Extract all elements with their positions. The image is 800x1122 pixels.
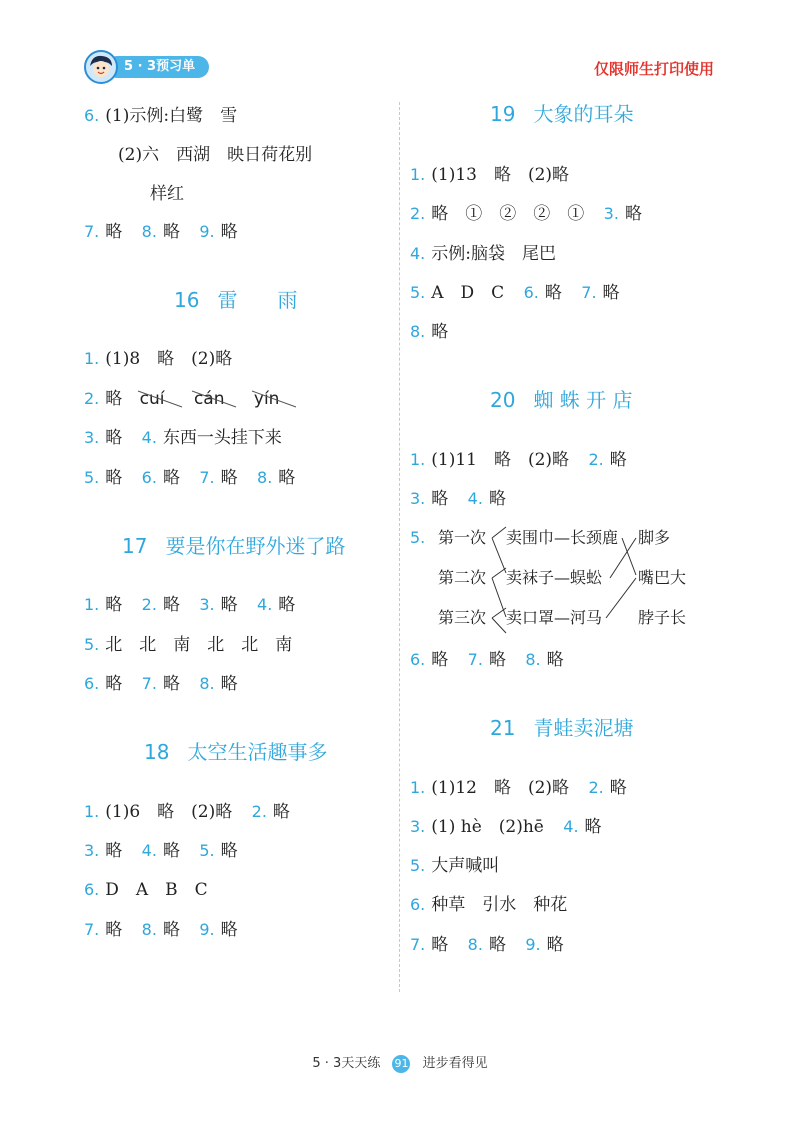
match-item: 脚多 — [638, 528, 671, 547]
question-number: 8. — [141, 222, 157, 241]
question-number: 2. — [251, 802, 267, 821]
question-number: 8. — [199, 674, 215, 693]
answer-text: (1)11 略 (2)略 — [431, 450, 570, 470]
answer-text: (1)8 略 (2)略 — [105, 349, 233, 369]
answer-text: 种草 引水 种花 — [431, 895, 568, 915]
question-number: 7. — [84, 920, 100, 939]
section-name: 雷 雨 — [217, 288, 298, 312]
match-item: 第一次 — [438, 528, 487, 547]
answer-text: (1)示例:白鹭 雪 — [105, 106, 238, 126]
answer-text: 略 — [544, 283, 562, 303]
question-number: 6. — [84, 106, 100, 125]
section-title — [174, 288, 297, 312]
question-number: 7. — [581, 283, 597, 302]
answer-line — [84, 674, 238, 694]
answer-text: 略 — [105, 674, 123, 694]
print-restriction-note: 仅限师生打印使用 — [593, 60, 714, 78]
matching-answer — [410, 525, 710, 635]
answer-text: 略 — [105, 595, 123, 615]
answer-line — [410, 322, 448, 342]
answer-text: 略 — [609, 450, 627, 470]
match-item: 卖口罩—河马 — [506, 608, 603, 627]
answer-text: 略 — [162, 674, 180, 694]
section-name: 太空生活趣事多 — [187, 740, 328, 764]
section-number: 21 — [490, 716, 516, 740]
section-number: 18 — [144, 740, 170, 764]
section-number: 17 — [122, 534, 148, 558]
answer-text: 略 — [624, 204, 642, 224]
answer-line — [410, 489, 506, 509]
match-item: 卖袜子—蜈蚣 — [506, 568, 603, 587]
brand-label: 5 · 3预习单 — [106, 56, 209, 78]
section-name: 青蛙卖泥塘 — [533, 716, 634, 740]
answer-line — [410, 283, 620, 303]
question-number: 6. — [410, 650, 426, 669]
answer-text: 略 — [105, 222, 123, 242]
question-number: 9. — [199, 222, 215, 241]
pinyin-answer — [254, 389, 280, 409]
question-number: 4. — [467, 489, 483, 508]
answer-line — [84, 106, 237, 126]
question-number: 9. — [525, 935, 541, 954]
answer-line — [118, 145, 312, 165]
question-number: 7. — [410, 935, 426, 954]
question-number: 2. — [141, 595, 157, 614]
answer-text: 略 — [220, 841, 238, 861]
section-name: 要是你在野外迷了路 — [165, 534, 346, 558]
question-number: 7. — [141, 674, 157, 693]
answer-line — [410, 650, 564, 670]
answer-text: (1)6 略 (2)略 — [105, 802, 233, 822]
answer-line — [410, 895, 567, 915]
answer-text: (1) hè (2)hē — [431, 817, 544, 837]
question-number: 8. — [410, 322, 426, 341]
answer-line — [84, 841, 238, 861]
question-number: 8. — [467, 935, 483, 954]
answer-text: 略 — [609, 778, 627, 798]
answer-text: (2)六 西湖 映日荷花别 — [118, 145, 313, 165]
answer-text: 略 — [546, 650, 564, 670]
question-number: 5. — [410, 528, 426, 547]
answer-text: 略 — [546, 935, 564, 955]
answer-line — [84, 468, 295, 488]
question-number: 2. — [588, 778, 604, 797]
question-number: 6. — [141, 468, 157, 487]
answer-line — [84, 349, 232, 369]
mascot-icon — [84, 50, 118, 84]
footer-brand: 5 · 3天天练 — [312, 1056, 381, 1071]
brand-logo — [84, 50, 214, 84]
question-number: 2. — [410, 204, 426, 223]
section-title — [122, 534, 345, 558]
section-title — [490, 388, 633, 412]
section-title — [490, 716, 633, 740]
question-number: 5. — [84, 468, 100, 487]
question-number: 3. — [410, 817, 426, 836]
answer-line — [84, 428, 282, 448]
question-number: 5. — [410, 283, 426, 302]
question-number: 1. — [84, 595, 100, 614]
question-number: 8. — [525, 650, 541, 669]
answer-text: 略 — [431, 935, 449, 955]
question-number: 4. — [563, 817, 579, 836]
match-item: 第二次 — [438, 568, 487, 587]
section-title — [490, 102, 633, 126]
answer-text: 略 — [220, 920, 238, 940]
match-line — [606, 578, 636, 618]
pinyin-text: yín — [253, 389, 280, 409]
answer-text: 略 — [105, 920, 123, 940]
question-number: 1. — [84, 802, 100, 821]
question-number: 3. — [84, 428, 100, 447]
page-footer — [0, 1052, 800, 1073]
answer-line — [84, 595, 295, 615]
match-line — [610, 538, 636, 578]
answer-text: 略 ① ② ② ① — [431, 204, 585, 224]
question-number: 3. — [84, 841, 100, 860]
answer-line — [410, 165, 569, 185]
answer-text: 略 — [488, 650, 506, 670]
question-number: 1. — [410, 450, 426, 469]
question-number: 5. — [84, 635, 100, 654]
question-number: 4. — [410, 244, 426, 263]
pinyin-answer — [194, 389, 225, 409]
answer-text: 略 — [602, 283, 620, 303]
answer-text: 略 — [220, 674, 238, 694]
question-number: 6. — [523, 283, 539, 302]
answer-text: 样红 — [150, 184, 184, 204]
match-item: 脖子长 — [638, 608, 687, 627]
question-number: 1. — [84, 349, 100, 368]
section-number: 19 — [490, 102, 516, 126]
question-number: 4. — [141, 841, 157, 860]
page-number: 91 — [392, 1055, 410, 1073]
answer-text: 大声喊叫 — [431, 856, 500, 876]
pinyin-text: cán — [193, 389, 225, 409]
answer-text: 东西一头挂下来 — [162, 428, 282, 448]
answer-text: 略 — [584, 817, 602, 837]
answer-text: D A B C — [105, 880, 208, 900]
answer-text: 略 — [488, 935, 506, 955]
question-number: 2. — [588, 450, 604, 469]
question-number: 3. — [410, 489, 426, 508]
answer-line — [84, 222, 238, 242]
answer-line — [410, 935, 564, 955]
answer-line — [84, 920, 238, 940]
answer-text: 示例:脑袋 尾巴 — [431, 244, 556, 264]
pinyin-answer — [140, 389, 165, 409]
answer-text: A D C — [431, 283, 505, 303]
answer-line — [410, 450, 627, 470]
answer-text: 略 — [431, 650, 449, 670]
answer-text: 略 — [431, 489, 449, 509]
question-number: 7. — [467, 650, 483, 669]
question-number: 6. — [84, 880, 100, 899]
question-number: 3. — [199, 595, 215, 614]
answer-line — [410, 244, 556, 264]
answer-line — [84, 635, 292, 655]
answer-line — [410, 856, 499, 876]
question-number: 7. — [199, 468, 215, 487]
answer-text: 略 — [278, 595, 296, 615]
question-number: 9. — [199, 920, 215, 939]
matching-lines — [410, 525, 710, 635]
answer-text: 略 — [488, 489, 506, 509]
answer-text: 略 — [162, 595, 180, 615]
section-name: 蜘 蛛 开 店 — [533, 388, 633, 412]
answer-text: 略 — [105, 468, 123, 488]
answer-text: 北 北 南 北 北 南 — [105, 635, 293, 655]
section-number: 20 — [490, 388, 516, 412]
match-item: 第三次 — [438, 608, 487, 627]
section-number: 16 — [174, 288, 200, 312]
answer-line — [150, 184, 184, 204]
question-number: 2. — [84, 389, 100, 408]
question-number: 5. — [410, 856, 426, 875]
answer-line — [410, 204, 642, 224]
answer-text: 略 — [220, 595, 238, 615]
pinyin-text: cuí — [139, 389, 165, 409]
question-number: 4. — [257, 595, 273, 614]
section-name: 大象的耳朵 — [533, 102, 634, 126]
match-line — [492, 527, 506, 573]
question-number: 4. — [141, 428, 157, 447]
question-number: 1. — [410, 778, 426, 797]
question-number: 8. — [257, 468, 273, 487]
answer-line — [84, 802, 290, 822]
footer-slogan: 进步看得见 — [422, 1056, 488, 1071]
answer-text: 略 — [278, 468, 296, 488]
answer-text: (1)12 略 (2)略 — [431, 778, 570, 798]
answer-text: 略 — [105, 841, 123, 861]
question-number: 1. — [410, 165, 426, 184]
answer-text: 略 — [162, 841, 180, 861]
answer-text: 略 — [105, 428, 123, 448]
column-divider — [399, 102, 400, 992]
question-number: 3. — [603, 204, 619, 223]
answer-text: 略 — [162, 468, 180, 488]
question-number: 6. — [410, 895, 426, 914]
question-number: 8. — [141, 920, 157, 939]
answer-text: 略 — [162, 222, 180, 242]
question-number: 7. — [84, 222, 100, 241]
match-item: 卖围巾—长颈鹿 — [506, 528, 619, 547]
answer-text: 略 — [272, 802, 290, 822]
answer-text: 略 — [105, 389, 123, 409]
answer-line — [84, 880, 208, 900]
question-number: 5. — [199, 841, 215, 860]
question-number: 6. — [84, 674, 100, 693]
answer-line — [410, 778, 627, 798]
answer-text: 略 — [220, 468, 238, 488]
answer-text: 略 — [431, 322, 449, 342]
answer-line — [84, 389, 291, 409]
answer-text: 略 — [162, 920, 180, 940]
section-title — [144, 740, 327, 764]
match-item: 嘴巴大 — [638, 568, 687, 587]
answer-line — [410, 817, 602, 837]
answer-text: 略 — [220, 222, 238, 242]
answer-text: (1)13 略 (2)略 — [431, 165, 570, 185]
